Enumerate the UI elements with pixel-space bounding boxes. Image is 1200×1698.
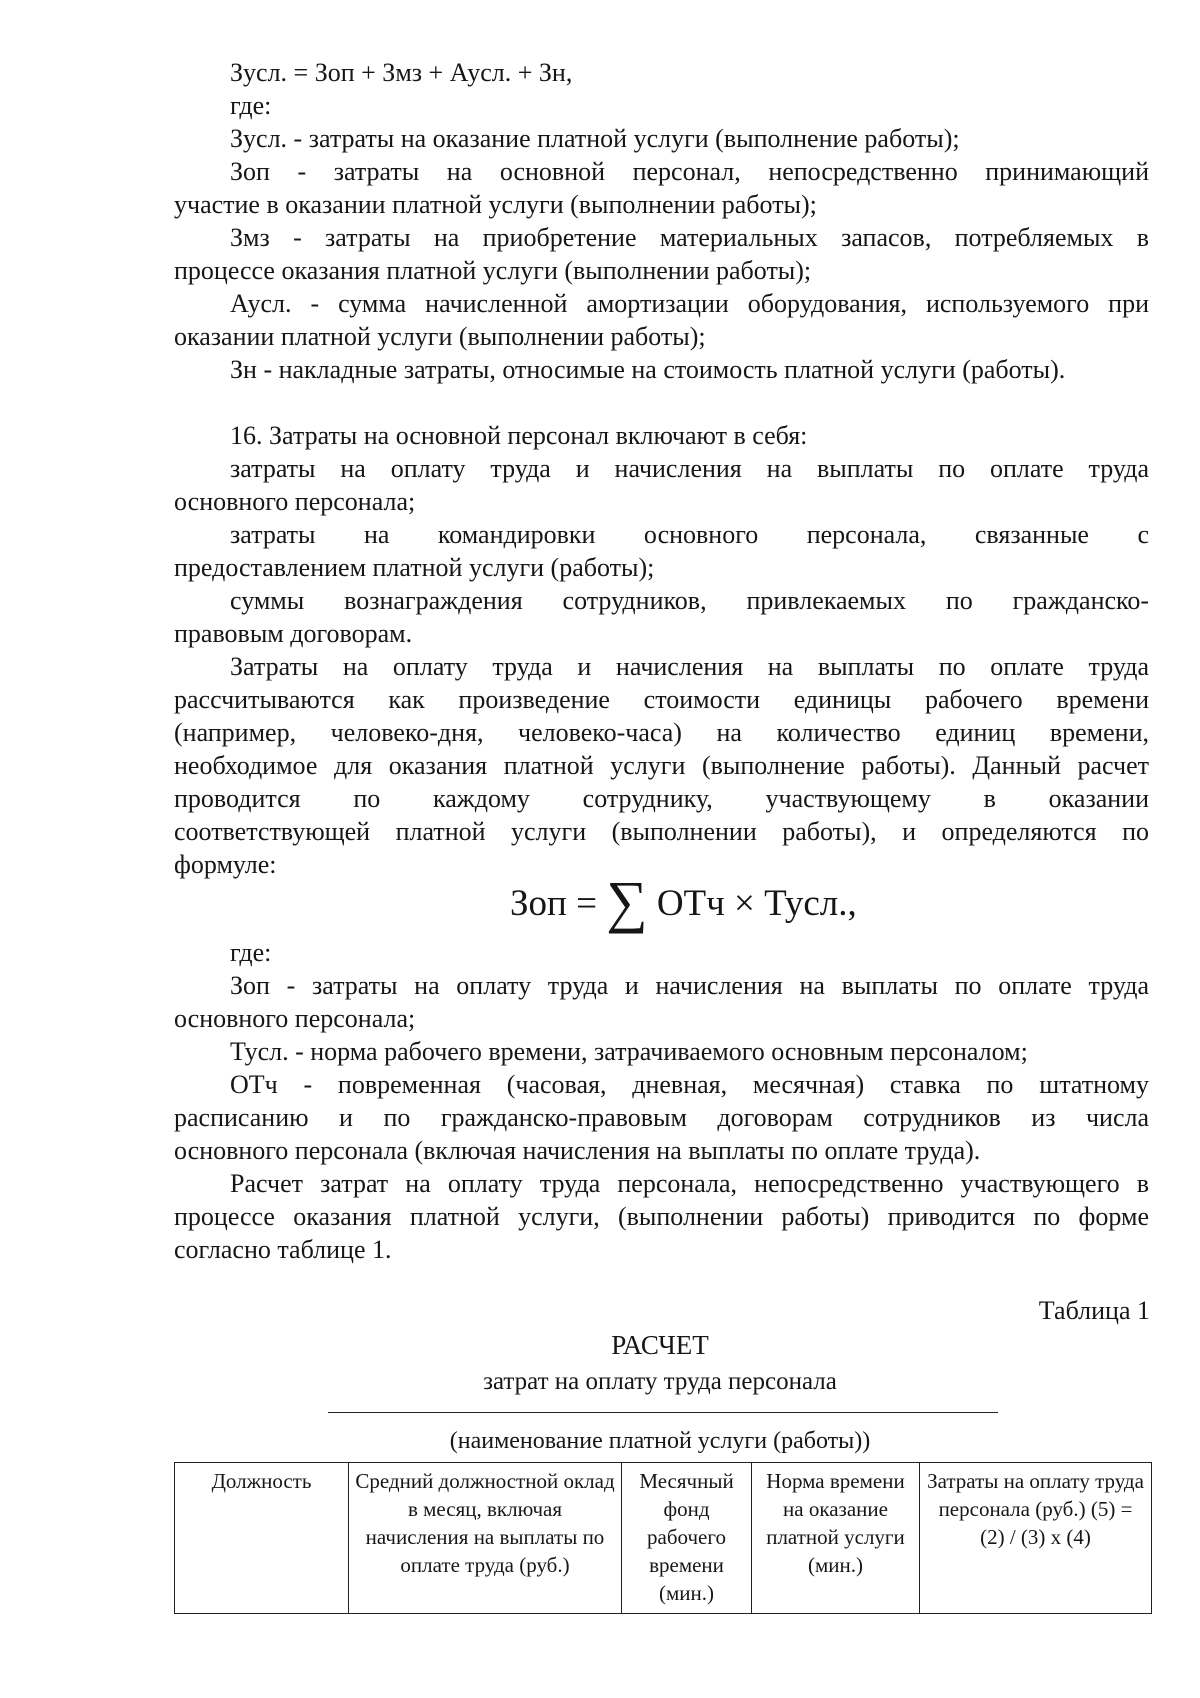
paragraph-line: рассчитываются как произведение стоимости единицы рабочего времени	[174, 685, 1149, 714]
paragraph-line: Аусл. - сумма начисленной амортизации оборудования, используемого при	[230, 289, 1149, 318]
section-heading: 16. Затраты на основной персонал включают в себя:	[230, 421, 808, 450]
header-average-salary: Средний должностной оклад в месяц, включая начисления на выплаты по оплате труда (руб.)	[349, 1463, 622, 1614]
cost-formula	[510, 869, 857, 934]
paragraph-line: Расчет затрат на оплату труда персонала, непосредственно участвующего в	[230, 1169, 1149, 1198]
paragraph-line: предоставлением платной услуги (работы);	[174, 553, 655, 582]
paragraph-line: затраты на оплату труда и начисления на выплаты по оплате труда	[230, 454, 1149, 483]
paragraph-line: суммы вознаграждения сотрудников, привлекаемых по гражданско-	[230, 586, 1149, 615]
paragraph-line: ОТч - повременная (часовая, дневная, месячная) ставка по штатному	[230, 1070, 1149, 1099]
paragraph-line: основного персонала (включая начисления на выплаты по оплате труда).	[174, 1136, 981, 1165]
paragraph-line: Зоп - затраты на основной персонал, непосредственно принимающий	[230, 157, 1149, 186]
header-time-norm: Норма времени на оказание платной услуги (мин.)	[752, 1463, 920, 1614]
paragraph-line: Зоп - затраты на оплату труда и начисления на выплаты по оплате труда	[230, 971, 1149, 1000]
calc-subtitle: затрат на оплату труда персонала	[483, 1368, 837, 1395]
service-caption: (наименование платной услуги (работы))	[449, 1428, 871, 1454]
formula-rhs: ОТч × Тусл.,	[656, 883, 857, 924]
paragraph-line: участие в оказании платной услуги (выполнении работы);	[174, 190, 817, 219]
paragraph-line: процессе оказания платной услуги (выполнении работы);	[174, 256, 812, 285]
paragraph-line: Зусл. - затраты на оказание платной услуги (выполнение работы);	[230, 124, 960, 153]
paragraph-line: (например, человеко-дня, человеко-часа) на количество единиц времени,	[174, 718, 1149, 747]
table-label: Таблица 1	[1038, 1296, 1150, 1325]
paragraph-line: формуле:	[174, 850, 277, 879]
service-name-line	[328, 1412, 998, 1413]
paragraph-line: соответствующей платной услуги (выполнении работы), и определяются по	[174, 817, 1149, 846]
paragraph-line: основного персонала;	[174, 487, 416, 516]
calc-title: РАСЧЕТ	[611, 1330, 709, 1360]
cost-table	[174, 1462, 1152, 1614]
formula-lhs: Зоп =	[510, 883, 597, 924]
paragraph-line: расписанию и по гражданско-правовым договорам сотрудников из числа	[174, 1103, 1149, 1132]
paragraph-line: затраты на командировки основного персонала, связанные с	[230, 520, 1149, 549]
paragraph-line: необходимое для оказания платной услуги (выполнение работы). Данный расчет	[174, 751, 1149, 780]
paragraph-line: согласно таблице 1.	[174, 1235, 392, 1264]
paragraph-line: правовым договорам.	[174, 619, 413, 648]
paragraph-line: Тусл. - норма рабочего времени, затрачиваемого основным персоналом;	[230, 1037, 1028, 1066]
paragraph-line: где:	[230, 91, 272, 120]
paragraph-line: основного персонала;	[174, 1004, 416, 1033]
paragraph-line: процессе оказания платной услуги, (выполнении работы) приводится по форме	[174, 1202, 1149, 1231]
paragraph-line: где:	[230, 938, 272, 967]
paragraph-line: Затраты на оплату труда и начисления на выплаты по оплате труда	[230, 652, 1149, 681]
sum-symbol: ∑	[606, 869, 648, 934]
paragraph-line: оказании платной услуги (выполнении работы);	[174, 322, 706, 351]
paragraph-line: Зн - накладные затраты, относимые на стоимость платной услуги (работы).	[230, 355, 1066, 384]
table-header-row	[175, 1463, 1152, 1614]
header-position: Должность	[175, 1463, 349, 1614]
header-monthly-time-fund: Месячный фонд рабочего времени (мин.)	[622, 1463, 752, 1614]
paragraph-line: проводится по каждому сотруднику, участвующему в оказании	[174, 784, 1149, 813]
formula-line: Зусл. = Зоп + Змз + Аусл. + Зн,	[230, 58, 573, 87]
header-labor-costs: Затраты на оплату труда персонала (руб.) (5) = (2) / (3) х (4)	[920, 1463, 1152, 1614]
paragraph-line: Змз - затраты на приобретение материальных запасов, потребляемых в	[230, 223, 1149, 252]
